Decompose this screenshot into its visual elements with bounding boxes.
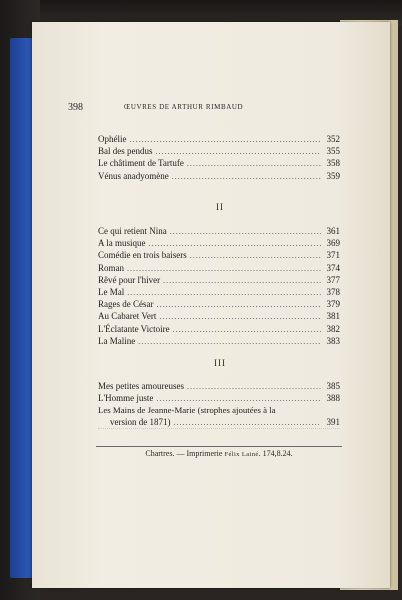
- toc-title: Comédie en trois baisers: [98, 250, 187, 261]
- toc-entry: [98, 133, 340, 145]
- toc-page: 371: [326, 250, 340, 261]
- toc-title: Mes petites amoureuses: [98, 381, 184, 391]
- toc-page: 378: [326, 286, 340, 297]
- leader-dots: [130, 134, 322, 146]
- toc-entry: [98, 157, 340, 169]
- imprint-suffix: . 174,8.24.: [258, 449, 293, 458]
- section-numeral-3: III: [214, 358, 226, 368]
- toc-title: Bal des pendus: [98, 146, 153, 157]
- toc-page: 355: [326, 146, 340, 157]
- toc-title: Rages de César: [98, 299, 154, 310]
- imprint-rule: [96, 446, 342, 447]
- toc-page: 379: [326, 299, 340, 310]
- toc-page: 358: [326, 158, 340, 169]
- toc-page: 383: [326, 335, 340, 346]
- toc-entry: [98, 237, 340, 249]
- toc-entry: [98, 380, 340, 392]
- toc-entry: [98, 392, 340, 404]
- toc-title: La Maline: [98, 335, 136, 346]
- toc-page: 382: [326, 323, 340, 334]
- toc-title: Ce qui retient Nina: [98, 226, 167, 236]
- toc-title: Rêvé pour l'hiver: [98, 274, 161, 285]
- toc-title-line-2: version de 1871): [110, 417, 171, 428]
- leader-dots: [127, 263, 321, 275]
- leader-dots: [149, 238, 322, 250]
- toc-entry: [98, 310, 340, 322]
- toc-entry: [98, 298, 340, 310]
- toc-page: 374: [326, 262, 340, 273]
- toc-title: L'Éclatante Victoire: [98, 323, 170, 334]
- leader-dots: [156, 299, 321, 311]
- leader-dots: [190, 250, 321, 262]
- running-head: ŒUVRES DE ARTHUR RIMBAUD: [124, 103, 244, 111]
- leader-dots: [127, 287, 321, 299]
- leader-dots: [173, 324, 321, 336]
- toc-section-3: [98, 380, 340, 429]
- toc-entry: [98, 249, 340, 261]
- leader-dots: [172, 171, 321, 183]
- toc-entry: [98, 335, 340, 347]
- toc-title: Roman: [98, 262, 124, 273]
- page-number: 398: [68, 102, 83, 113]
- toc-title: Ophélie: [98, 134, 127, 144]
- toc-title: Le châtiment de Tartufe: [98, 158, 184, 169]
- toc-page: 352: [326, 134, 340, 144]
- toc-page: 391: [326, 417, 340, 428]
- imprint-prefix: Chartres. — Imprimerie: [145, 449, 225, 458]
- section-numeral-2: II: [216, 202, 224, 212]
- toc-entry: [98, 145, 340, 157]
- leader-dots: [159, 311, 321, 323]
- leader-dots: [187, 381, 321, 393]
- leader-dots: [156, 393, 321, 405]
- toc-page: 361: [326, 226, 340, 236]
- toc-title: L'Homme juste: [98, 393, 154, 404]
- toc-entry: [98, 323, 340, 335]
- toc-entry: [98, 274, 340, 286]
- toc-entry-multiline: [98, 404, 340, 429]
- toc-section-1: [98, 133, 340, 182]
- toc-page: 369: [326, 238, 340, 249]
- toc-title: Au Cabaret Vert: [98, 311, 157, 322]
- toc-title: Le Mal: [98, 286, 125, 297]
- leader-dots: [138, 336, 321, 348]
- printer-imprint: [96, 449, 342, 458]
- toc-page: 359: [326, 170, 340, 181]
- toc-page: 377: [326, 274, 340, 285]
- toc-title-line-1: Les Mains de Jeanne-Marie (strophes ajoutées à la: [98, 405, 276, 416]
- toc-page: 385: [326, 381, 340, 391]
- toc-section-2: [98, 225, 340, 347]
- imprint-printer: Félix Lainé: [224, 451, 259, 458]
- toc-entry: [98, 225, 340, 237]
- faint-dotted-line: [98, 428, 340, 443]
- leader-dots: [187, 158, 321, 170]
- leader-dots: [156, 146, 322, 158]
- toc-entry: [98, 286, 340, 298]
- toc-entry: [98, 262, 340, 274]
- toc-title: A la musique: [98, 238, 146, 249]
- leader-dots: [170, 226, 321, 238]
- leader-dots: [163, 275, 321, 287]
- toc-title: Vénus anadyomène: [98, 170, 169, 181]
- toc-page: 388: [326, 393, 340, 404]
- toc-page: 381: [326, 311, 340, 322]
- page-header: [68, 102, 338, 116]
- toc-entry: [98, 170, 340, 182]
